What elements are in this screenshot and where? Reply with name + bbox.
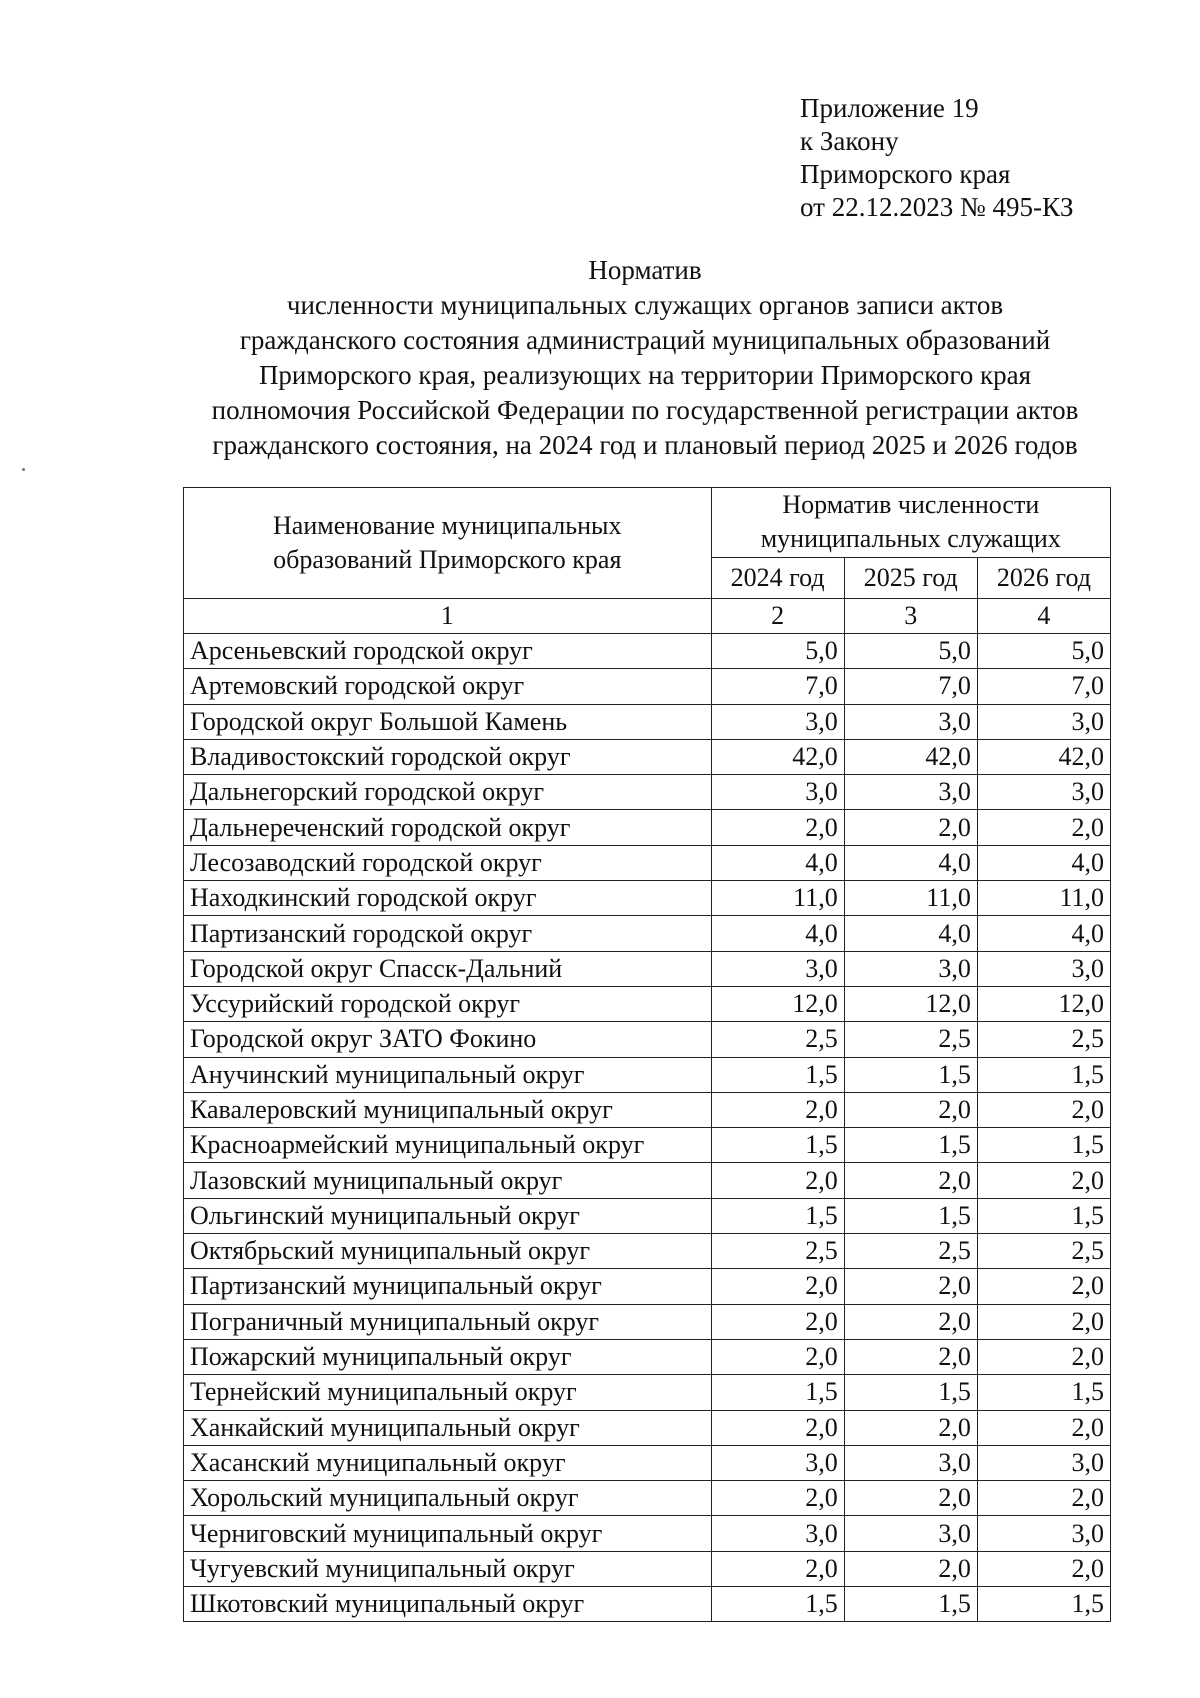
municipality-name-cell: Партизанский городской округ	[184, 916, 712, 951]
table-row	[184, 1481, 1111, 1516]
value-2025-cell: 3,0	[844, 775, 977, 810]
value-2024-cell: 2,0	[711, 1410, 844, 1445]
value-2024-cell: 7,0	[711, 669, 844, 704]
value-2025-cell: 2,0	[844, 1304, 977, 1339]
document-title	[150, 253, 1140, 463]
value-2024-cell: 3,0	[711, 951, 844, 986]
table-row	[184, 1587, 1111, 1622]
title-line: гражданского состояния администраций муниципальных образований	[239, 325, 1051, 355]
appendix-line: к Закону	[800, 126, 899, 156]
table-row	[184, 1234, 1111, 1269]
municipality-name-cell: Пожарский муниципальный округ	[184, 1339, 712, 1374]
appendix-line: от 22.12.2023 № 495-КЗ	[800, 192, 1074, 222]
value-2024-cell: 42,0	[711, 739, 844, 774]
table-row	[184, 1198, 1111, 1233]
municipality-name-cell: Уссурийский городской округ	[184, 986, 712, 1021]
table-row	[184, 916, 1111, 951]
column-number: 4	[977, 599, 1110, 634]
municipality-name-cell: Октябрьский муниципальный округ	[184, 1234, 712, 1269]
value-2025-cell: 1,5	[844, 1128, 977, 1163]
scan-speck	[22, 468, 25, 471]
table-row	[184, 1057, 1111, 1092]
municipality-name-cell: Владивостокский городской округ	[184, 739, 712, 774]
title-line: Приморского края, реализующих на территории Приморского края	[258, 360, 1032, 390]
value-2025-cell: 2,0	[844, 1481, 977, 1516]
value-2026-cell: 2,0	[977, 1092, 1110, 1127]
value-2024-cell: 3,0	[711, 704, 844, 739]
municipality-name-cell: Дальнереченский городской округ	[184, 810, 712, 845]
value-2024-cell: 2,0	[711, 1092, 844, 1127]
table-row	[184, 669, 1111, 704]
header-line: Наименование муниципальных	[273, 511, 622, 540]
value-2026-cell: 42,0	[977, 739, 1110, 774]
value-2024-cell: 5,0	[711, 634, 844, 669]
value-2025-cell: 1,5	[844, 1587, 977, 1622]
value-2024-cell: 1,5	[711, 1587, 844, 1622]
value-2024-cell: 2,0	[711, 1304, 844, 1339]
municipality-name-cell: Дальнегорский городской округ	[184, 775, 712, 810]
table-row	[184, 1551, 1111, 1586]
value-2025-cell: 2,0	[844, 1410, 977, 1445]
table-row	[184, 1269, 1111, 1304]
value-2025-cell: 3,0	[844, 1516, 977, 1551]
table-row	[184, 775, 1111, 810]
value-2026-cell: 4,0	[977, 916, 1110, 951]
value-2026-cell: 3,0	[977, 1516, 1110, 1551]
value-2024-cell: 2,0	[711, 1551, 844, 1586]
municipality-name-cell: Городской округ Спасск-Дальний	[184, 951, 712, 986]
value-2025-cell: 2,0	[844, 1339, 977, 1374]
table-row	[184, 1339, 1111, 1374]
table-row	[184, 704, 1111, 739]
value-2024-cell: 1,5	[711, 1057, 844, 1092]
value-2026-cell: 12,0	[977, 986, 1110, 1021]
value-2024-cell: 2,0	[711, 1481, 844, 1516]
appendix-reference	[800, 92, 1073, 224]
value-2025-cell: 1,5	[844, 1057, 977, 1092]
municipality-name-cell: Красноармейский муниципальный округ	[184, 1128, 712, 1163]
value-2025-cell: 3,0	[844, 704, 977, 739]
municipality-name-cell: Хорольский муниципальный округ	[184, 1481, 712, 1516]
municipality-name-cell: Кавалеровский муниципальный округ	[184, 1092, 712, 1127]
value-2025-cell: 1,5	[844, 1375, 977, 1410]
value-2025-cell: 2,0	[844, 810, 977, 845]
header-year-2025: 2025 год	[844, 557, 977, 598]
value-2026-cell: 1,5	[977, 1198, 1110, 1233]
municipality-name-cell: Ольгинский муниципальный округ	[184, 1198, 712, 1233]
value-2026-cell: 3,0	[977, 951, 1110, 986]
value-2024-cell: 4,0	[711, 916, 844, 951]
table-row	[184, 1304, 1111, 1339]
norm-table	[183, 487, 1111, 1622]
title-line: гражданского состояния, на 2024 год и плановый период 2025 и 2026 годов	[212, 430, 1078, 460]
value-2024-cell: 1,5	[711, 1198, 844, 1233]
municipality-name-cell: Чугуевский муниципальный округ	[184, 1551, 712, 1586]
table-row	[184, 845, 1111, 880]
municipality-name-cell: Черниговский муниципальный округ	[184, 1516, 712, 1551]
appendix-line: Приморского края	[800, 159, 1011, 189]
value-2024-cell: 3,0	[711, 775, 844, 810]
value-2026-cell: 2,0	[977, 1269, 1110, 1304]
value-2024-cell: 3,0	[711, 1516, 844, 1551]
value-2026-cell: 5,0	[977, 634, 1110, 669]
value-2026-cell: 2,0	[977, 1339, 1110, 1374]
value-2026-cell: 1,5	[977, 1375, 1110, 1410]
municipality-name-cell: Находкинский городской округ	[184, 881, 712, 916]
municipality-name-cell: Шкотовский муниципальный округ	[184, 1587, 712, 1622]
table-row	[184, 810, 1111, 845]
municipality-name-cell: Анучинский муниципальный округ	[184, 1057, 712, 1092]
municipality-name-cell: Арсеньевский городской округ	[184, 634, 712, 669]
value-2025-cell: 3,0	[844, 951, 977, 986]
value-2024-cell: 3,0	[711, 1445, 844, 1480]
column-number: 3	[844, 599, 977, 634]
header-line: образований Приморского края	[273, 545, 622, 574]
column-number: 1	[184, 599, 712, 634]
value-2026-cell: 1,5	[977, 1587, 1110, 1622]
value-2025-cell: 4,0	[844, 845, 977, 880]
table-row	[184, 1163, 1111, 1198]
header-norm-group	[711, 488, 1110, 558]
municipality-name-cell: Лазовский муниципальный округ	[184, 1163, 712, 1198]
value-2026-cell: 3,0	[977, 704, 1110, 739]
municipality-name-cell: Партизанский муниципальный округ	[184, 1269, 712, 1304]
value-2024-cell: 2,0	[711, 1163, 844, 1198]
value-2025-cell: 7,0	[844, 669, 977, 704]
value-2024-cell: 1,5	[711, 1375, 844, 1410]
table-row	[184, 1410, 1111, 1445]
value-2024-cell: 2,0	[711, 1269, 844, 1304]
value-2024-cell: 2,5	[711, 1234, 844, 1269]
value-2024-cell: 1,5	[711, 1128, 844, 1163]
table-row	[184, 1516, 1111, 1551]
header-year-2024: 2024 год	[711, 557, 844, 598]
value-2024-cell: 2,0	[711, 810, 844, 845]
municipality-name-cell: Артемовский городской округ	[184, 669, 712, 704]
value-2024-cell: 12,0	[711, 986, 844, 1021]
value-2026-cell: 7,0	[977, 669, 1110, 704]
value-2025-cell: 2,0	[844, 1092, 977, 1127]
value-2026-cell: 2,0	[977, 810, 1110, 845]
value-2025-cell: 2,5	[844, 1022, 977, 1057]
value-2026-cell: 4,0	[977, 845, 1110, 880]
value-2026-cell: 2,0	[977, 1163, 1110, 1198]
value-2026-cell: 1,5	[977, 1057, 1110, 1092]
value-2026-cell: 2,0	[977, 1551, 1110, 1586]
municipality-name-cell: Городской округ ЗАТО Фокино	[184, 1022, 712, 1057]
value-2024-cell: 11,0	[711, 881, 844, 916]
value-2025-cell: 12,0	[844, 986, 977, 1021]
value-2025-cell: 2,0	[844, 1269, 977, 1304]
value-2025-cell: 4,0	[844, 916, 977, 951]
municipality-name-cell: Тернейский муниципальный округ	[184, 1375, 712, 1410]
value-2025-cell: 11,0	[844, 881, 977, 916]
municipality-name-cell: Пограничный муниципальный округ	[184, 1304, 712, 1339]
table-row	[184, 1128, 1111, 1163]
header-line: муниципальных служащих	[760, 524, 1061, 554]
table-row	[184, 634, 1111, 669]
value-2026-cell: 2,0	[977, 1410, 1110, 1445]
value-2024-cell: 4,0	[711, 845, 844, 880]
value-2024-cell: 2,5	[711, 1022, 844, 1057]
municipality-name-cell: Лесозаводский городской округ	[184, 845, 712, 880]
value-2025-cell: 2,0	[844, 1163, 977, 1198]
title-line: полномочия Российской Федерации по государственной регистрации актов	[211, 395, 1079, 425]
value-2025-cell: 42,0	[844, 739, 977, 774]
table-row	[184, 881, 1111, 916]
value-2026-cell: 1,5	[977, 1128, 1110, 1163]
value-2026-cell: 2,0	[977, 1304, 1110, 1339]
value-2025-cell: 3,0	[844, 1445, 977, 1480]
header-municipality-name	[184, 488, 712, 599]
value-2026-cell: 11,0	[977, 881, 1110, 916]
value-2026-cell: 3,0	[977, 1445, 1110, 1480]
column-number-row	[184, 599, 1111, 634]
value-2026-cell: 2,0	[977, 1481, 1110, 1516]
table-row	[184, 1445, 1111, 1480]
table-row	[184, 1375, 1111, 1410]
column-number: 2	[711, 599, 844, 634]
value-2026-cell: 2,5	[977, 1234, 1110, 1269]
value-2026-cell: 2,5	[977, 1022, 1110, 1057]
value-2025-cell: 1,5	[844, 1198, 977, 1233]
title-line: Норматив	[588, 255, 702, 285]
table-row	[184, 986, 1111, 1021]
table-row	[184, 739, 1111, 774]
header-line: Норматив численности	[782, 490, 1040, 520]
appendix-line: Приложение 19	[800, 93, 979, 123]
header-year-2026: 2026 год	[977, 557, 1110, 598]
table-row	[184, 951, 1111, 986]
value-2025-cell: 2,5	[844, 1234, 977, 1269]
table-row	[184, 1022, 1111, 1057]
municipality-name-cell: Ханкайский муниципальный округ	[184, 1410, 712, 1445]
title-line: численности муниципальных служащих органов записи актов	[286, 290, 1004, 320]
value-2024-cell: 2,0	[711, 1339, 844, 1374]
municipality-name-cell: Городской округ Большой Камень	[184, 704, 712, 739]
value-2025-cell: 5,0	[844, 634, 977, 669]
table-row	[184, 1092, 1111, 1127]
value-2025-cell: 2,0	[844, 1551, 977, 1586]
municipality-name-cell: Хасанский муниципальный округ	[184, 1445, 712, 1480]
value-2026-cell: 3,0	[977, 775, 1110, 810]
